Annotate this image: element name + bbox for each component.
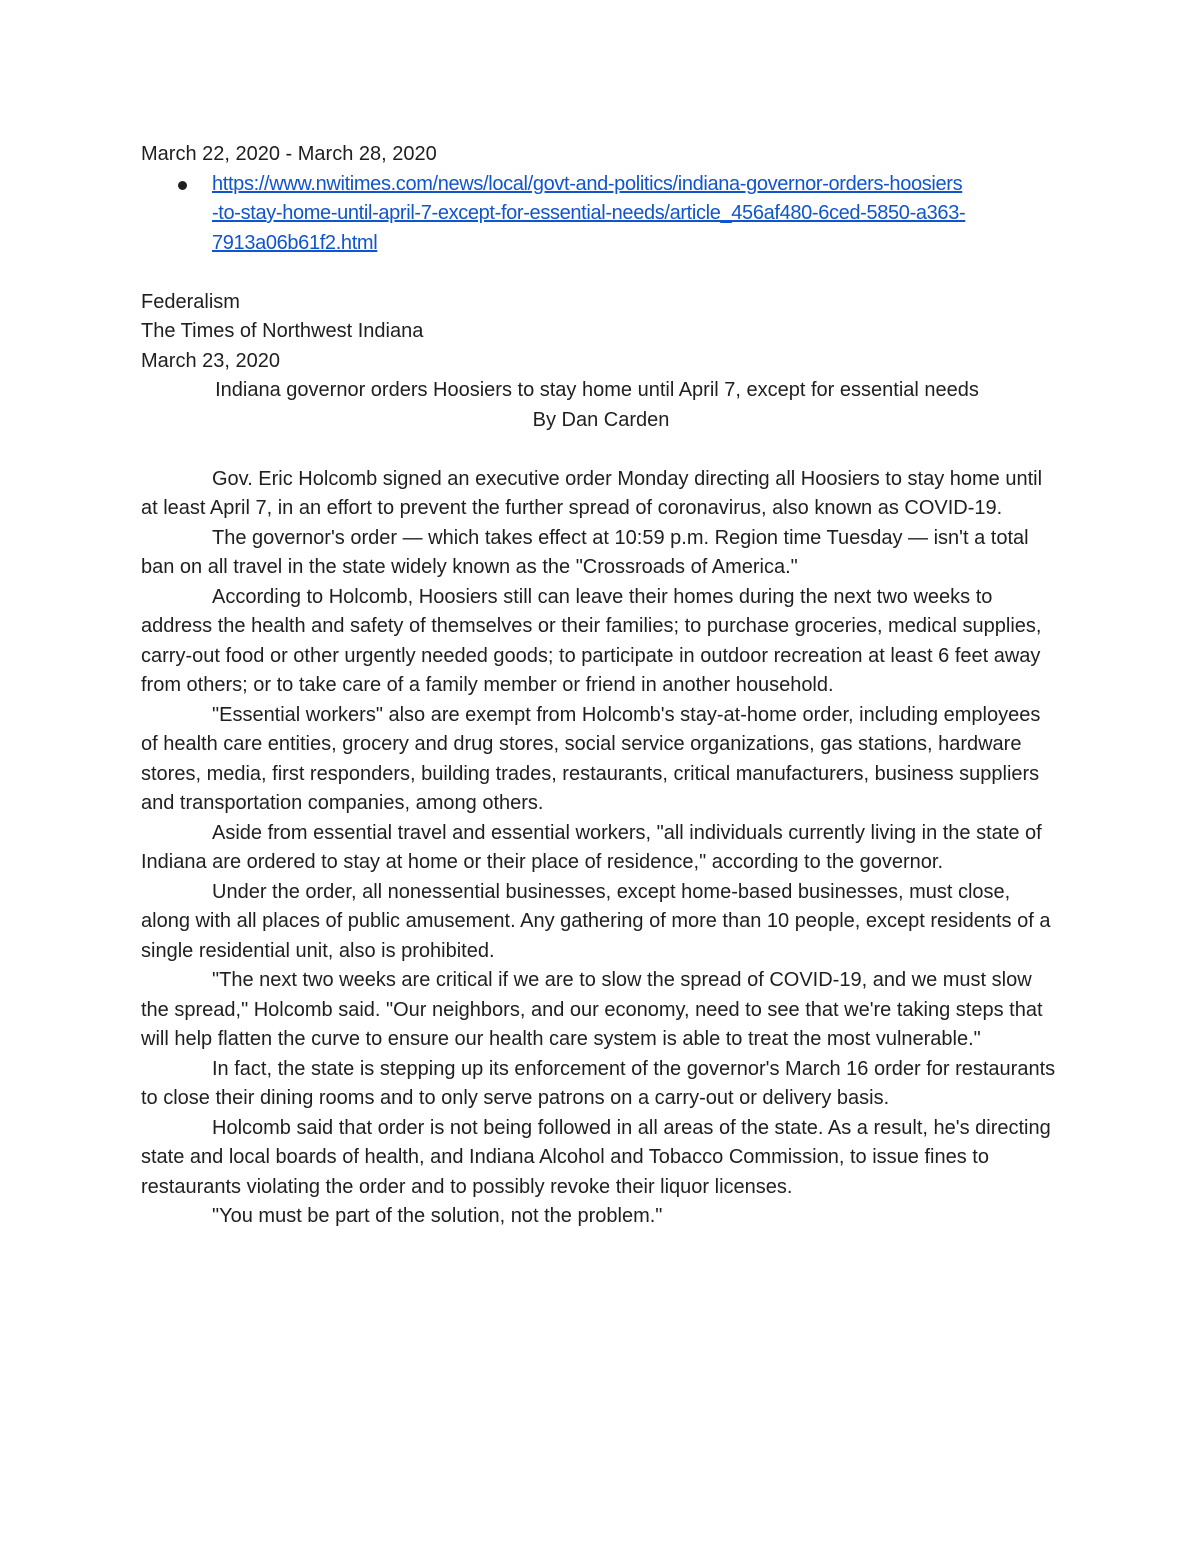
- source-link-line-2[interactable]: -to-stay-home-until-april-7-except-for-essential-needs/article_456af480-6ced-5850-a363-: [212, 202, 966, 224]
- date-range: March 22, 2020 - March 28, 2020: [141, 143, 437, 165]
- list-item: [141, 170, 1061, 259]
- article-paragraph: "You must be part of the solution, not the problem.": [212, 1205, 663, 1227]
- article-paragraph: According to Holcomb, Hoosiers still can leave their homes during the next two weeks to address the health and safety of themselves or their families; to purchase groceries, medical supplies, carry-out food or other urgently needed goods; to participate in outdoor recreation at least 6 feet away from others; or to take care of a family member or friend in another household.: [141, 585, 1042, 696]
- article-paragraph: Holcomb said that order is not being followed in all areas of the state. As a result, he's directing state and local boards of health, and Indiana Alcohol and Tobacco Commission, to issue fines to restaurants violating the order and to possibly revoke their liquor licenses.: [141, 1116, 1051, 1198]
- article-paragraph: "Essential workers" also are exempt from Holcomb's stay-at-home order, including employees of health care entities, grocery and drug stores, social service organizations, gas stations, hardware stores, media, first responders, building trades, restaurants, critical manufacturers, business suppliers and transportation companies, among others.: [141, 703, 1041, 814]
- article-body: [141, 465, 1061, 1232]
- source-link-line-1[interactable]: https://www.nwitimes.com/news/local/govt-and-politics/indiana-governor-orders-hoosiers: [212, 172, 963, 195]
- document-page: [141, 140, 1061, 1232]
- article-paragraph: In fact, the state is stepping up its enforcement of the governor's March 16 order for restaurants to close their dining rooms and to only serve patrons on a carry-out or delivery basis.: [141, 1057, 1056, 1109]
- article-paragraph: The governor's order — which takes effect at 10:59 p.m. Region time Tuesday — isn't a total ban on all travel in the state widely known as the "Crossroads of America.": [141, 526, 1029, 578]
- source-link-list: [141, 170, 1061, 259]
- article-title: Indiana governor orders Hoosiers to stay home until April 7, except for essential needs: [215, 379, 979, 401]
- article-paragraph: "The next two weeks are critical if we are to slow the spread of COVID-19, and we must slow the spread," Holcomb said. "Our neighbors, and our economy, need to see that we're taking steps that will help flatten the curve to ensure our health care system is able to treat the most vulnerable.": [141, 969, 1043, 1050]
- publication-name: The Times of Northwest Indiana: [141, 320, 424, 342]
- publication-date: March 23, 2020: [141, 349, 280, 372]
- article-paragraph: Under the order, all nonessential businesses, except home-based businesses, must close, along with all places of public amusement. Any gathering of more than 10 people, except residents of a single residential unit, also is prohibited.: [141, 880, 1051, 962]
- bullet-icon: [178, 181, 187, 190]
- article-paragraph: Gov. Eric Holcomb signed an executive order Monday directing all Hoosiers to stay home until at least April 7, in an effort to prevent the further spread of coronavirus, also known as COVID-19.: [141, 467, 1043, 519]
- topic-label: Federalism: [141, 290, 240, 313]
- source-link-line-3[interactable]: 7913a06b61f2.html: [212, 231, 378, 254]
- blank-line: [141, 258, 1061, 288]
- article-paragraph: Aside from essential travel and essential workers, "all individuals currently living in the state of Indiana are ordered to stay at home or their place of residence," according to the governor.: [141, 821, 1042, 873]
- blank-line: [141, 435, 1061, 465]
- article-byline: By Dan Carden: [532, 408, 670, 431]
